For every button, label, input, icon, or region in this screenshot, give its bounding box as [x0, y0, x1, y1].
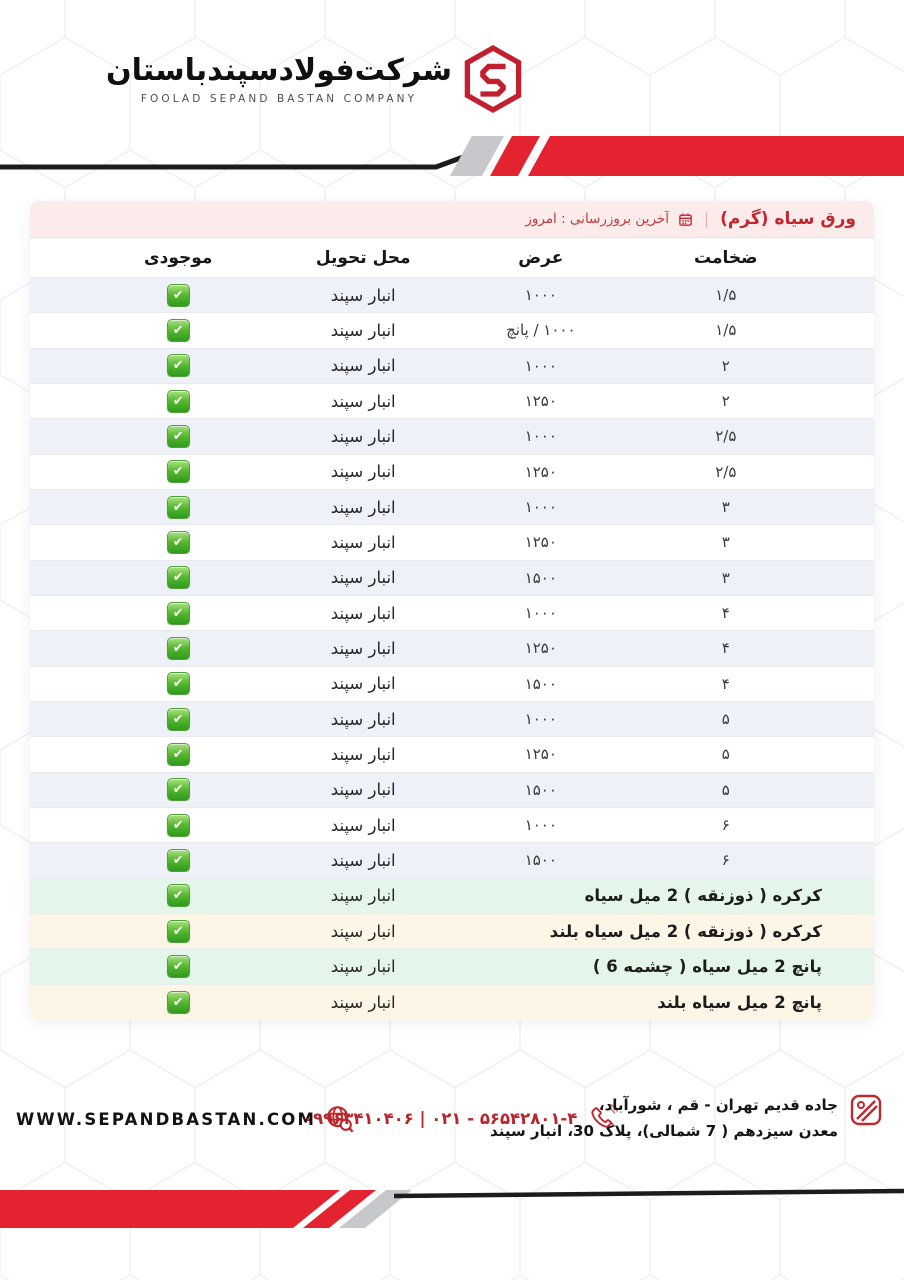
phone-text: ۰۹۹۶۳۴۱۰۴۰۶ | ۰۲۱ - ۵۶۵۴۲۸۰۱-۴ [303, 1108, 578, 1128]
stock-cell [82, 708, 274, 731]
width-cell: ۱۲۵۰ [524, 745, 557, 764]
width-cell: ۱۲۵۰ [524, 392, 557, 411]
thickness-cell: ۶ [721, 816, 730, 835]
delivery-cell: انبار سپند [330, 568, 396, 588]
table-row [30, 914, 874, 949]
table-row [30, 879, 874, 914]
thickness-cell: ۳ [721, 498, 730, 517]
table-row [30, 737, 874, 772]
stock-cell [82, 778, 274, 801]
delivery-cell: انبار سپند [330, 426, 396, 446]
in-stock-check-icon: ✔ [167, 920, 190, 943]
thickness-cell: ۴ [721, 674, 730, 693]
in-stock-check-icon: ✔ [167, 390, 190, 413]
table-title: ورق سیاه (گرم) [720, 209, 856, 229]
stock-cell [82, 284, 274, 307]
table-row [30, 349, 874, 384]
table-row [30, 808, 874, 843]
width-cell: ۱۰۰۰ [524, 356, 557, 375]
delivery-cell: انبار سپند [330, 886, 396, 906]
width-cell: ۱۵۰۰ [524, 568, 557, 587]
table-row [30, 278, 874, 313]
title-separator: | [704, 210, 710, 228]
thickness-cell: ۳ [721, 533, 730, 552]
table-row [30, 667, 874, 702]
stock-cell [82, 814, 274, 837]
delivery-cell: انبار سپند [330, 356, 396, 376]
delivery-cell: انبار سپند [330, 638, 396, 658]
product-cell: کرکره ( ذوزنقه ) 2 میل سیاه [584, 886, 822, 906]
width-cell: ۱۰۰۰ [524, 710, 557, 729]
delivery-cell: انبار سپند [330, 709, 396, 729]
thickness-cell: ۲ [721, 356, 730, 375]
in-stock-check-icon: ✔ [167, 284, 190, 307]
stock-cell [82, 496, 274, 519]
stock-cell [82, 884, 274, 907]
thickness-cell: ۲/۵ [715, 427, 737, 446]
table-row [30, 843, 874, 878]
width-cell: ۱۰۰۰ [524, 427, 557, 446]
last-update-text: آخرین بروزرسانی : امروز [525, 211, 669, 227]
in-stock-check-icon: ✔ [167, 991, 190, 1014]
in-stock-check-icon: ✔ [167, 425, 190, 448]
width-cell: ۱۰۰۰ [524, 604, 557, 623]
thickness-cell: ۱/۵ [715, 286, 737, 305]
stock-cell [82, 743, 274, 766]
in-stock-check-icon: ✔ [167, 531, 190, 554]
table-row [30, 525, 874, 560]
delivery-cell: انبار سپند [330, 320, 396, 340]
stock-cell [82, 637, 274, 660]
table-row [30, 985, 874, 1020]
hexagon-s-logo-icon [464, 44, 522, 114]
column-header-delivery: محل تحویل [315, 247, 411, 268]
stock-cell [82, 531, 274, 554]
width-cell: ۱۲۵۰ [524, 639, 557, 658]
in-stock-check-icon: ✔ [167, 814, 190, 837]
brand-text [106, 53, 452, 105]
delivery-cell: انبار سپند [330, 815, 396, 835]
address-line-2: معدن سیزدهم ( 7 شمالی)، پلاک 30، انبار سپند [490, 1122, 838, 1141]
address-line-1: جاده قدیم تهران - قم ، شورآباد، [598, 1096, 838, 1114]
column-header-thickness: ضخامت [694, 247, 758, 268]
stock-cell [82, 354, 274, 377]
width-cell: ۱۵۰۰ [524, 851, 557, 870]
thickness-cell: ۱/۵ [715, 321, 737, 340]
column-header-stock: موجودی [144, 247, 213, 268]
delivery-cell: انبار سپند [330, 603, 396, 623]
thickness-cell: ۴ [721, 604, 730, 623]
table-row [30, 419, 874, 454]
address-lines [490, 1092, 838, 1145]
table-row [30, 455, 874, 490]
width-cell: ۱۵۰۰ [524, 780, 557, 799]
in-stock-check-icon: ✔ [167, 955, 190, 978]
width-cell: ۱۲۵۰ [524, 533, 557, 552]
thickness-cell: ۵ [721, 745, 730, 764]
column-header-width: عرض [518, 247, 564, 268]
delivery-cell: انبار سپند [330, 391, 396, 411]
map-location-icon [848, 1092, 884, 1128]
brand-logo [106, 44, 522, 114]
table-row [30, 773, 874, 808]
width-cell: ۱۰۰۰ [524, 816, 557, 835]
table-row [30, 949, 874, 984]
address-block [490, 1092, 884, 1145]
stock-cell [82, 849, 274, 872]
in-stock-check-icon: ✔ [167, 566, 190, 589]
in-stock-check-icon: ✔ [167, 460, 190, 483]
delivery-cell: انبار سپند [330, 462, 396, 482]
width-cell: ۱۰۰۰ / پانچ [506, 321, 576, 340]
price-table [30, 201, 874, 1020]
brand-name-en: FOOLAD SEPAND BASTAN COMPANY [140, 93, 418, 105]
stock-cell [82, 602, 274, 625]
stock-cell [82, 390, 274, 413]
thickness-cell: ۳ [721, 568, 730, 587]
top-banner-stripe [0, 120, 904, 180]
thickness-cell: ۴ [721, 639, 730, 658]
table-row [30, 490, 874, 525]
delivery-cell: انبار سپند [330, 850, 396, 870]
stock-cell [82, 566, 274, 589]
delivery-cell: انبار سپند [330, 780, 396, 800]
product-cell: پانچ 2 میل سیاه ( چشمه 6 ) [592, 956, 822, 976]
in-stock-check-icon: ✔ [167, 884, 190, 907]
stock-cell [82, 425, 274, 448]
delivery-cell: انبار سپند [330, 532, 396, 552]
thickness-cell: ۶ [721, 851, 730, 870]
in-stock-check-icon: ✔ [167, 778, 190, 801]
in-stock-check-icon: ✔ [167, 319, 190, 342]
table-header-row [30, 238, 874, 278]
in-stock-check-icon: ✔ [167, 354, 190, 377]
delivery-cell: انبار سپند [330, 674, 396, 694]
width-cell: ۱۰۰۰ [524, 498, 557, 517]
in-stock-check-icon: ✔ [167, 708, 190, 731]
table-row [30, 596, 874, 631]
delivery-cell: انبار سپند [330, 921, 396, 941]
calendar-icon [678, 212, 693, 227]
thickness-cell: ۲/۵ [715, 462, 737, 481]
table-row [30, 631, 874, 666]
brand-name-fa: شرکت‌فولادسپندباستان [106, 53, 453, 88]
stock-cell [82, 460, 274, 483]
delivery-cell: انبار سپند [330, 497, 396, 517]
table-row [30, 313, 874, 348]
in-stock-check-icon: ✔ [167, 743, 190, 766]
delivery-cell: انبار سپند [330, 992, 396, 1012]
table-row [30, 702, 874, 737]
stock-cell [82, 920, 274, 943]
stock-cell [82, 319, 274, 342]
table-row [30, 384, 874, 419]
table-row [30, 561, 874, 596]
width-cell: ۱۵۰۰ [524, 674, 557, 693]
delivery-cell: انبار سپند [330, 956, 396, 976]
stock-cell [82, 672, 274, 695]
width-cell: ۱۰۰۰ [524, 286, 557, 305]
product-cell: پانچ 2 میل سیاه بلند [657, 992, 822, 1012]
delivery-cell: انبار سپند [330, 744, 396, 764]
in-stock-check-icon: ✔ [167, 672, 190, 695]
product-cell: کرکره ( ذوزنقه ) 2 میل سیاه بلند [549, 921, 822, 941]
in-stock-check-icon: ✔ [167, 602, 190, 625]
delivery-cell: انبار سپند [330, 285, 396, 305]
table-title-bar [30, 201, 874, 238]
stock-cell [82, 955, 274, 978]
width-cell: ۱۲۵۰ [524, 462, 557, 481]
in-stock-check-icon: ✔ [167, 496, 190, 519]
thickness-cell: ۵ [721, 780, 730, 799]
in-stock-check-icon: ✔ [167, 849, 190, 872]
thickness-cell: ۲ [721, 392, 730, 411]
bottom-banner-stripe [0, 1185, 904, 1235]
in-stock-check-icon: ✔ [167, 637, 190, 660]
website-text: WWW.SEPANDBASTAN.COM [16, 1109, 317, 1129]
thickness-cell: ۵ [721, 710, 730, 729]
table-body [30, 278, 874, 1020]
stock-cell [82, 991, 274, 1014]
